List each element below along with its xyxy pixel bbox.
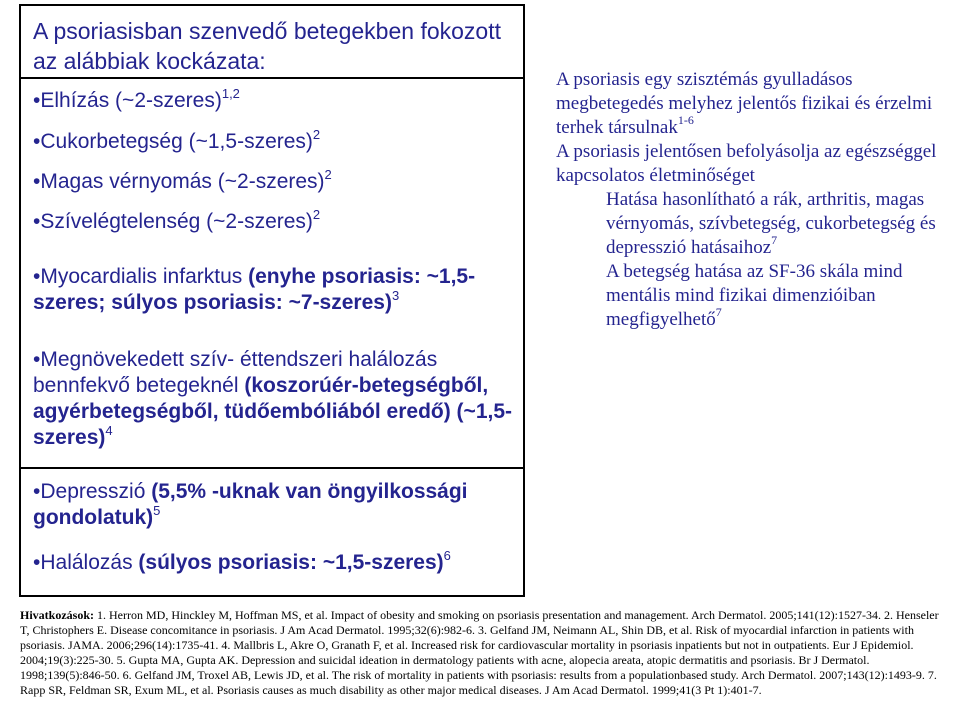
impact-paragraph-sf36 <box>556 260 956 332</box>
risk-item-ref: 2 <box>312 127 321 142</box>
impact-paragraph-systemic <box>556 68 956 140</box>
risk-item-ref: 5 <box>153 503 161 518</box>
impact-paragraph-comparison <box>556 188 956 260</box>
impact-paragraph-quality-of-life <box>556 140 956 188</box>
risk-item-text: Magas vérnyomás (~2-szeres) <box>40 170 325 193</box>
risk-item-heart-failure: •Szívelégtelenség (~2-szeres)$^2$ <box>33 207 321 233</box>
impact-ref: 1-6 <box>677 112 694 127</box>
risk-item-text: Szívelégtelenség (~2-szeres) <box>40 210 313 233</box>
title-separator <box>21 77 523 79</box>
risk-item-ref: 1,2 <box>221 86 240 101</box>
risk-item-detail: (súlyos psoriasis: ~1,5-szeres) <box>138 551 444 574</box>
risk-item-text: Halálozás <box>40 551 139 574</box>
risk-item-ref: 2 <box>312 207 321 222</box>
risk-item-text: Elhízás (~2-szeres) <box>40 89 222 112</box>
impact-text: A psoriasis jelentősen befolyásolja az egészséggel kapcsolatos életminőséget <box>556 141 937 186</box>
risk-list-box <box>19 4 525 597</box>
risk-item-text: Myocardialis infarktus <box>40 265 249 288</box>
references-text: 1. Herron MD, Hinckley M, Hoffman MS, et al. Impact of obesity and smoking on psoriasis presentation and management. Arch Dermatol. 2005;141(12):1527-34. 2. Henseler T, Christophers E. Disease concomitance in psoriasis. J Am Acad Dermatol. 1995;32(6):982-6. 3. Gelfand JM, Neimann AL, Shin DB, et al. Risk of myocardial infarction in patients with psoriasis. JAMA. 2006;296(14):1735-41. 4. Mallbris L, Akre O, Granath F, et al. Increased risk for cardiovascular mortality in psoriasis inpatients but not in outpatients. Eur J Epidemiol. 2004;19(3):225-30. 5. Gupta MA, Gupta AK. Depression and suicidal ideation in dermatology patients with acne, alopecia areata, atopic dermatitis and psoriasis. Br J Dermatol. 1998;139(5):846-50. 6. Gelfand JM, Troxel AB, Lewis JD, et al. The risk of mortality in patients with psoriasis: results from a populationbased study. Arch Dermatol. 2007;143(12):1493-9. 7. Rapp SR, Feldman SR, Exum ML, et al. Psoriasis causes as much disability as other major medical diseases. J Am Acad Dermatol. 1999;41(3 Pt 1):401-7. <box>20 608 939 697</box>
risk-item-myocardial-infarction: •Myocardialis infarktus (enyhe psoriasis: ~1,5-szeres; súlyos psoriasis: ~7-szeres)$^3$ <box>33 265 476 314</box>
risk-item-text: Megnövekedett szív- éttendszeri halálozás bennfekvő betegeknél <box>33 348 438 397</box>
risk-item-mortality: •Halálozás (súlyos psoriasis: ~1,5-szeres)$^6$ <box>33 548 451 574</box>
risk-item-text: Cukorbetegség (~1,5-szeres) <box>40 130 313 153</box>
impact-text: A psoriasis egy szisztémás gyulladásos megbetegedés melyhez jelentős fizikai és érzelmi terhek társulnak <box>556 69 933 138</box>
impact-ref: 7 <box>771 232 778 247</box>
impact-ref: 7 <box>715 304 722 319</box>
risk-item-ref: 2 <box>324 167 332 182</box>
risk-item-ref: 6 <box>443 548 451 563</box>
risk-item-detail: (koszorúér-betegségből, agyérbetegségből, tüdőembóliából eredő) (~1,5-szeres) <box>33 374 513 449</box>
risk-item-ref: 3 <box>391 288 400 303</box>
risk-item-cardiovascular-mortality: •Megnövekedett szív- éttendszeri halálozás bennfekvő betegeknél (koszorúér-betegségből, agyérbetegségből, tüdőembóliából eredő) (~1,5-szeres)$^4$ <box>33 348 513 449</box>
impact-panel <box>556 68 956 332</box>
risk-item-detail: (5,5% -uknak van öngyilkossági gondolatuk) <box>33 480 468 529</box>
risk-list-title: A psoriasisban szenvedő betegekben fokozott az alábbiak kockázata: <box>33 18 501 74</box>
risk-item-detail: (enyhe psoriasis: ~1,5-szeres; súlyos psoriasis: ~7-szeres) <box>33 265 476 314</box>
impact-text: A betegség hatása az SF-36 skála mind mentális mind fizikai dimenzióiban megfigyelhető <box>606 261 903 330</box>
risk-item-ref: 4 <box>105 423 113 438</box>
risk-item-depression: •Depresszió (5,5% -uknak van öngyilkossági gondolatuk)$^5$ <box>33 480 468 529</box>
risk-item-text: Depresszió <box>40 480 152 503</box>
risk-item-hypertension: •Magas vérnyomás (~2-szeres)$^2$ <box>33 167 332 193</box>
impact-text: Hatása hasonlítható a rák, arthritis, magas vérnyomás, szívbetegség, cukorbetegség és depresszió hatásaihoz <box>606 189 936 258</box>
references <box>20 608 950 698</box>
risk-item-diabetes: •Cukorbetegség (~1,5-szeres)$^2$ <box>33 127 321 153</box>
risk-item-obesity: •Elhízás (~2-szeres)$^{1,2}$ <box>33 86 240 112</box>
references-label: Hivatkozások: <box>20 608 95 622</box>
section-separator <box>21 467 523 469</box>
